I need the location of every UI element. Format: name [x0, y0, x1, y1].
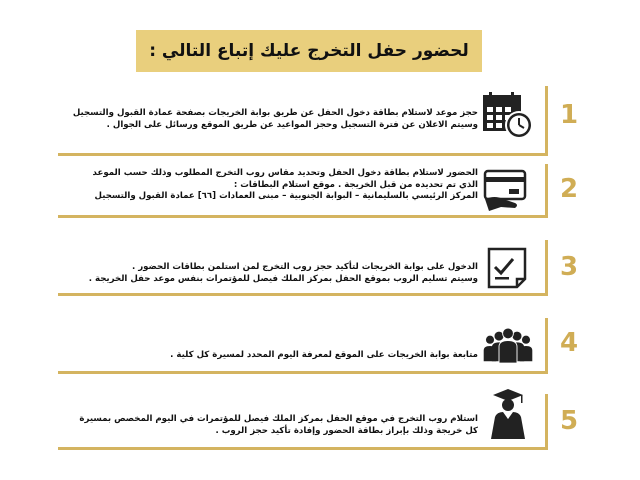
- step-line: حجز موعد لاستلام بطاقة دخول الحفل عن طريق بوابة الخريجات بصفحة عمادة القبول والتسجيل: [72, 108, 478, 118]
- step-1-text: [58, 108, 478, 131]
- step-1: [58, 86, 548, 156]
- step-line: متابعة بوابة الخريجات على الموقع لمعرفة اليوم المحدد لمسيرة كل كلية .: [170, 350, 478, 360]
- graduate-icon: [481, 390, 535, 438]
- step-2-number: 2: [559, 174, 579, 204]
- step-line: الدخول على بوابة الخريجات لتأكيد حجز روب التخرج لمن استلمن بطاقات الحضور .: [131, 262, 478, 272]
- step-line: وسيتم تسليم الروب بموقع الحفل بمركز الملك فيصل للمؤتمرات بنفس موعد حفل الخريجة .: [88, 273, 478, 284]
- step-3: [58, 240, 548, 296]
- page-title: لحضور حفل التخرج عليك إتباع التالي :: [136, 30, 482, 72]
- step-5-text: [58, 414, 478, 437]
- step-5-number: 5: [559, 406, 579, 436]
- step-line: وسيتم الاعلان عن فترة التسجيل وحجز المواعيد عن طريق الموقع ورسائل على الجوال .: [106, 119, 478, 130]
- card-hand-icon: [481, 166, 535, 214]
- checklist-icon: [481, 244, 535, 292]
- step-line: الذي تم تحديده من قبل الخريجة . موقع استلام البطاقات :: [233, 179, 478, 190]
- step-line: كل خريجة وذلك بإبراز بطاقة الحضور وإفادة تأكيد حجز الروب .: [215, 425, 478, 436]
- step-1-number: 1: [559, 100, 579, 130]
- step-3-text: [58, 262, 478, 285]
- step-line: الحضور لاستلام بطاقة دخول الحفل وتحديد مقاس روب التخرج المطلوب وذلك حسب الموعد: [92, 168, 478, 178]
- step-4-number: 4: [559, 328, 579, 358]
- group-people-icon: [481, 322, 535, 370]
- step-3-number: 3: [559, 252, 579, 282]
- step-5: [58, 394, 548, 450]
- step-4: [58, 318, 548, 374]
- step-4-text: [58, 350, 478, 362]
- step-line: المركز الرئيسي بالسليمانية – البوابة الجنوبية – مبنى العمادات [٦٦] عمادة القبول والتسجيل: [94, 191, 478, 201]
- step-line: استلام روب التخرج في موقع الحفل بمركز الملك فيصل للمؤتمرات في اليوم المخصص بمسيرة: [79, 414, 478, 424]
- calendar-clock-icon: [481, 92, 535, 140]
- step-2-text: [58, 168, 478, 203]
- step-2: [58, 164, 548, 218]
